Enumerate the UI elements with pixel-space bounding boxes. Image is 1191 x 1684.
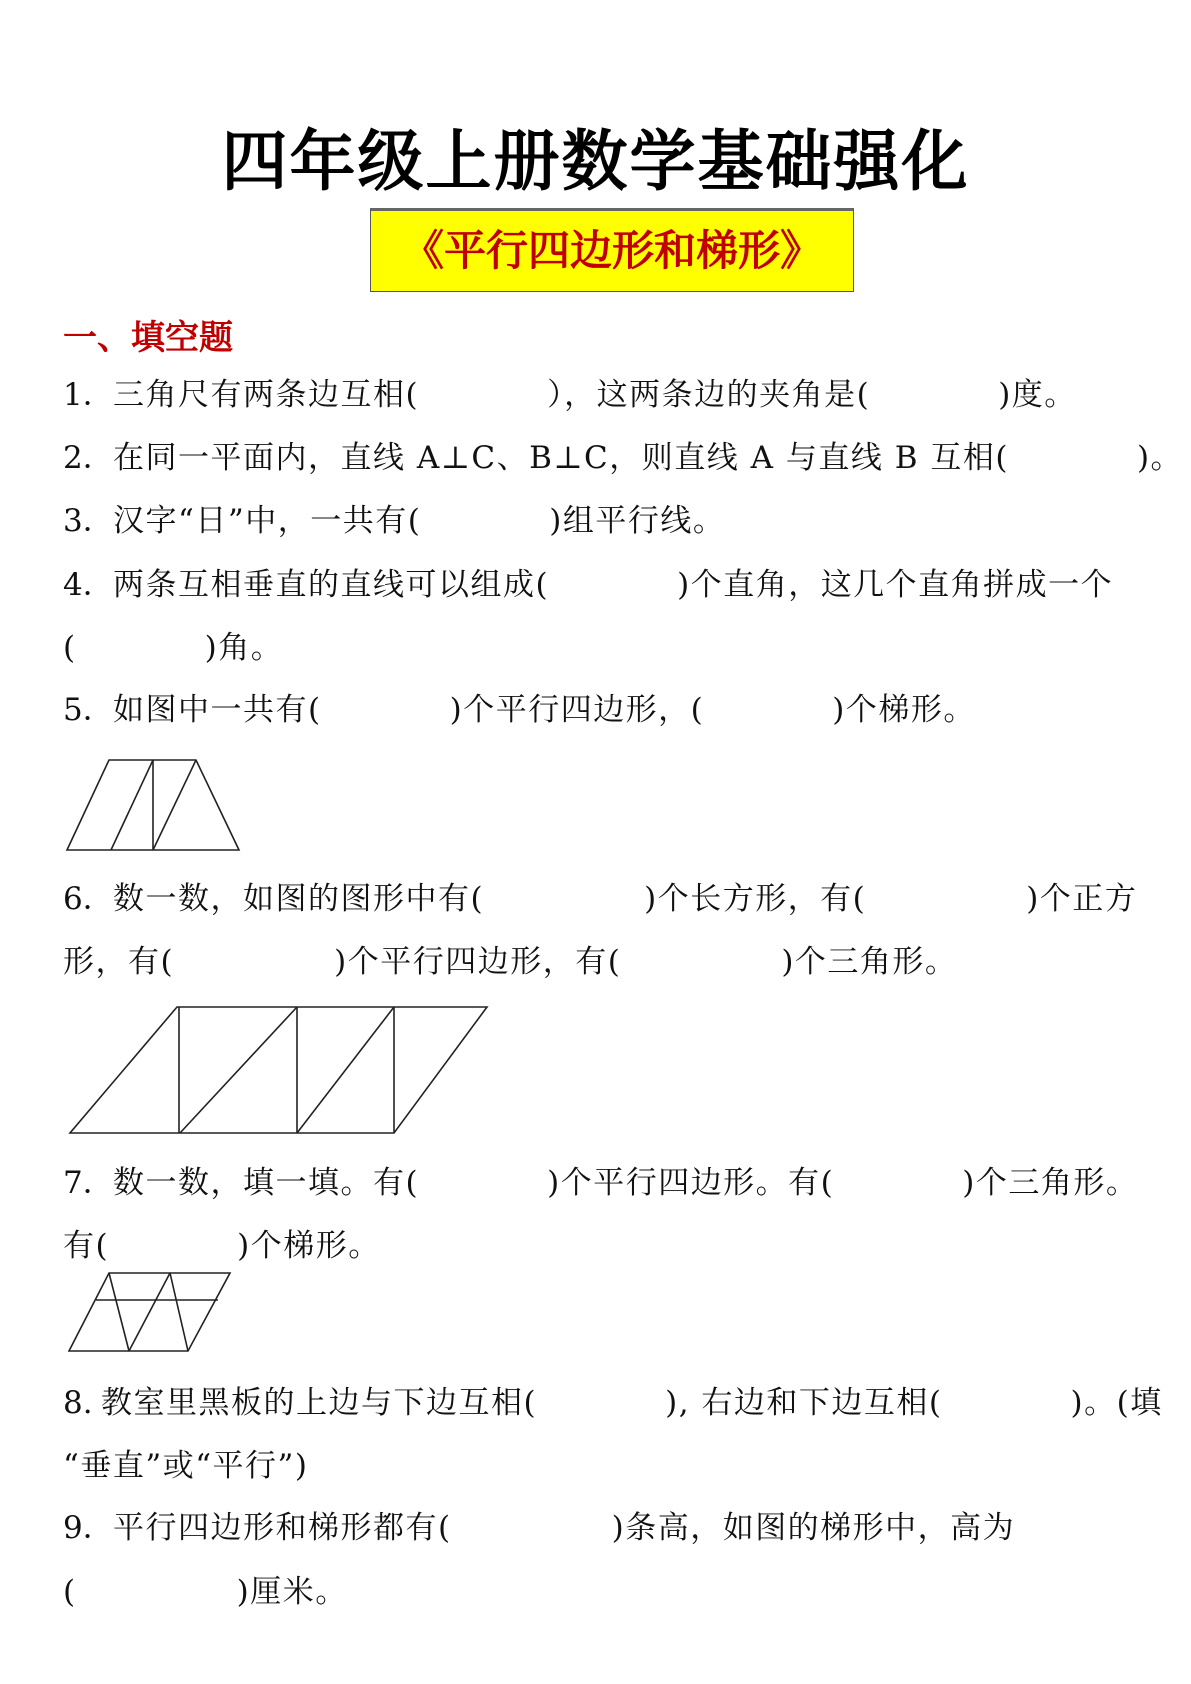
question-number: 7．: [63, 1165, 114, 1201]
question-text: ），这两条边的夹角是(: [547, 377, 871, 413]
question-text: )度。: [998, 377, 1077, 413]
question-text: )厘米。: [236, 1574, 348, 1610]
question-number: 8.: [63, 1385, 93, 1421]
question-number: 3．: [63, 503, 114, 539]
question-number: 2．: [63, 440, 114, 476]
question-text: 数一数，如图的图形中有(: [113, 881, 485, 917]
subtitle-banner: 《平行四边形和梯形》: [370, 208, 854, 292]
question-text: “垂直”或“平行”): [63, 1448, 309, 1484]
question-text: )个三角形。: [781, 944, 958, 980]
question-number: 6．: [63, 881, 114, 917]
question-text: )个平行四边形，(: [449, 692, 705, 728]
question-text: 如图中一共有(: [113, 692, 322, 728]
question-text: 两条互相垂直的直线可以组成(: [113, 567, 550, 603]
question-text: 有(: [63, 1228, 110, 1264]
question-text: (: [63, 1574, 77, 1610]
question-text: 教室里黑板的上边与下边互相(: [101, 1385, 538, 1421]
question-text: )个正方: [1026, 881, 1138, 917]
question-text: )个三角形。: [962, 1165, 1139, 1201]
question-text: )个梯形。: [237, 1228, 381, 1264]
page-title: 四年级上册数学基础强化: [221, 123, 970, 200]
question-text: )个梯形。: [832, 692, 976, 728]
question-number: 5．: [63, 692, 114, 728]
question-number: 1．: [63, 377, 114, 413]
question-number: 9．: [63, 1510, 114, 1546]
question-text: 数一数，填一填。有(: [113, 1165, 420, 1201]
question-text: 汉字“日”中，一共有(: [113, 503, 422, 539]
figure-7-parallelogram: [69, 1273, 230, 1351]
question-text: 平行四边形和梯形都有(: [113, 1510, 452, 1546]
question-text: )角。: [204, 630, 284, 666]
figure-5-trapezoid: [67, 760, 239, 850]
question-text: )条高，如图的梯形中，高为: [611, 1510, 1016, 1546]
question-text: )个长方形，有(: [644, 881, 867, 917]
question-number: 4．: [63, 567, 114, 603]
question-text: )个平行四边形，有(: [334, 944, 622, 980]
section-heading: 一、填空题: [63, 318, 233, 358]
question-text: )。(填: [1070, 1385, 1163, 1421]
question-text: ), 右边和下边互相(: [665, 1385, 943, 1421]
question-text: )组平行线。: [549, 503, 726, 539]
question-text: )。: [1136, 440, 1184, 476]
question-text: 形，有(: [63, 944, 175, 980]
question-text: 在同一平面内，直线 A⊥C、B⊥C，则直线 A 与直线 B 互相(: [113, 440, 1009, 476]
question-text: )个直角，这几个直角拼成一个: [677, 567, 1114, 603]
question-text: )个平行四边形。有(: [547, 1165, 835, 1201]
figure-6-parallelogram: [70, 1007, 487, 1133]
question-text: (: [63, 630, 77, 666]
question-text: 三角尺有两条边互相(: [113, 377, 420, 413]
